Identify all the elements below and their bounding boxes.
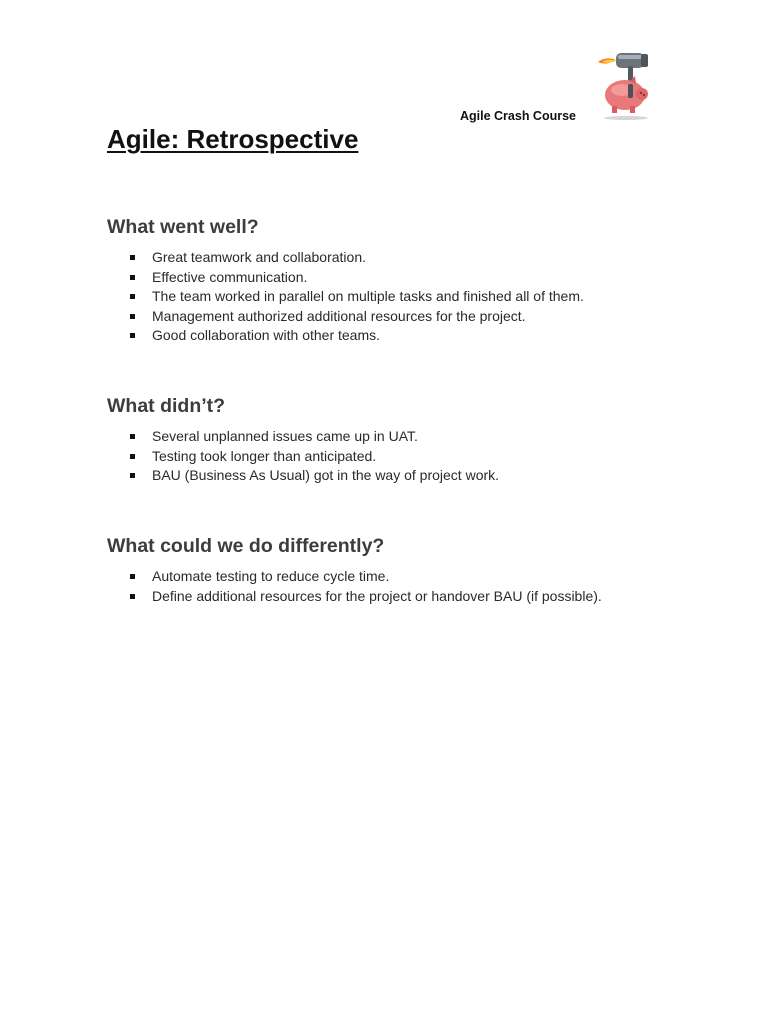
bullet-icon	[130, 255, 135, 260]
bullet-icon	[130, 594, 135, 599]
list-item-text: Effective communication.	[152, 268, 308, 285]
list-item-text: Define additional resources for the project or handover BAU (if possible).	[152, 587, 602, 604]
list-item-text: Testing took longer than anticipated.	[152, 447, 377, 464]
bullet-list	[107, 427, 707, 486]
list-item-text: Good collaboration with other teams.	[152, 327, 381, 343]
bullet-list	[107, 567, 707, 606]
list-item-text: Automate testing to reduce cycle time.	[152, 568, 390, 584]
list-item	[107, 268, 707, 288]
bullet-icon	[130, 294, 135, 299]
bullet-list	[107, 248, 707, 346]
rocket-hammer-piggy-bank-icon	[592, 44, 662, 124]
list-item	[107, 248, 707, 268]
section-heading: What could we do differently?	[107, 535, 385, 557]
list-item-text: Great teamwork and collaboration.	[152, 249, 366, 265]
list-item	[107, 307, 707, 327]
bullet-icon	[130, 275, 135, 280]
list-item	[107, 326, 707, 346]
list-item-text: Management authorized additional resources for the project.	[152, 307, 526, 324]
list-item-text: BAU (Business As Usual) got in the way of project work.	[152, 467, 500, 483]
course-brand-label: Agile Crash Course	[460, 109, 577, 123]
list-item-text: The team worked in parallel on multiple tasks and finished all of them.	[152, 288, 584, 304]
list-item	[107, 287, 707, 307]
bullet-icon	[130, 333, 135, 338]
section-heading: What went well?	[107, 216, 259, 238]
section-what-could-we-do-differently	[107, 535, 707, 606]
bullet-icon	[130, 454, 135, 459]
list-item	[107, 466, 707, 486]
list-item	[107, 587, 707, 607]
bullet-icon	[130, 574, 135, 579]
list-item-text: Several unplanned issues came up in UAT.	[152, 428, 418, 444]
document-title: Agile: Retrospective	[107, 124, 359, 154]
section-what-didnt	[107, 395, 707, 486]
list-item	[107, 447, 707, 467]
section-heading: What didn’t?	[107, 395, 226, 417]
bullet-icon	[130, 473, 135, 478]
bullet-icon	[130, 434, 135, 439]
list-item	[107, 427, 707, 447]
section-what-went-well	[107, 216, 707, 346]
list-item	[107, 567, 707, 587]
bullet-icon	[130, 314, 135, 319]
